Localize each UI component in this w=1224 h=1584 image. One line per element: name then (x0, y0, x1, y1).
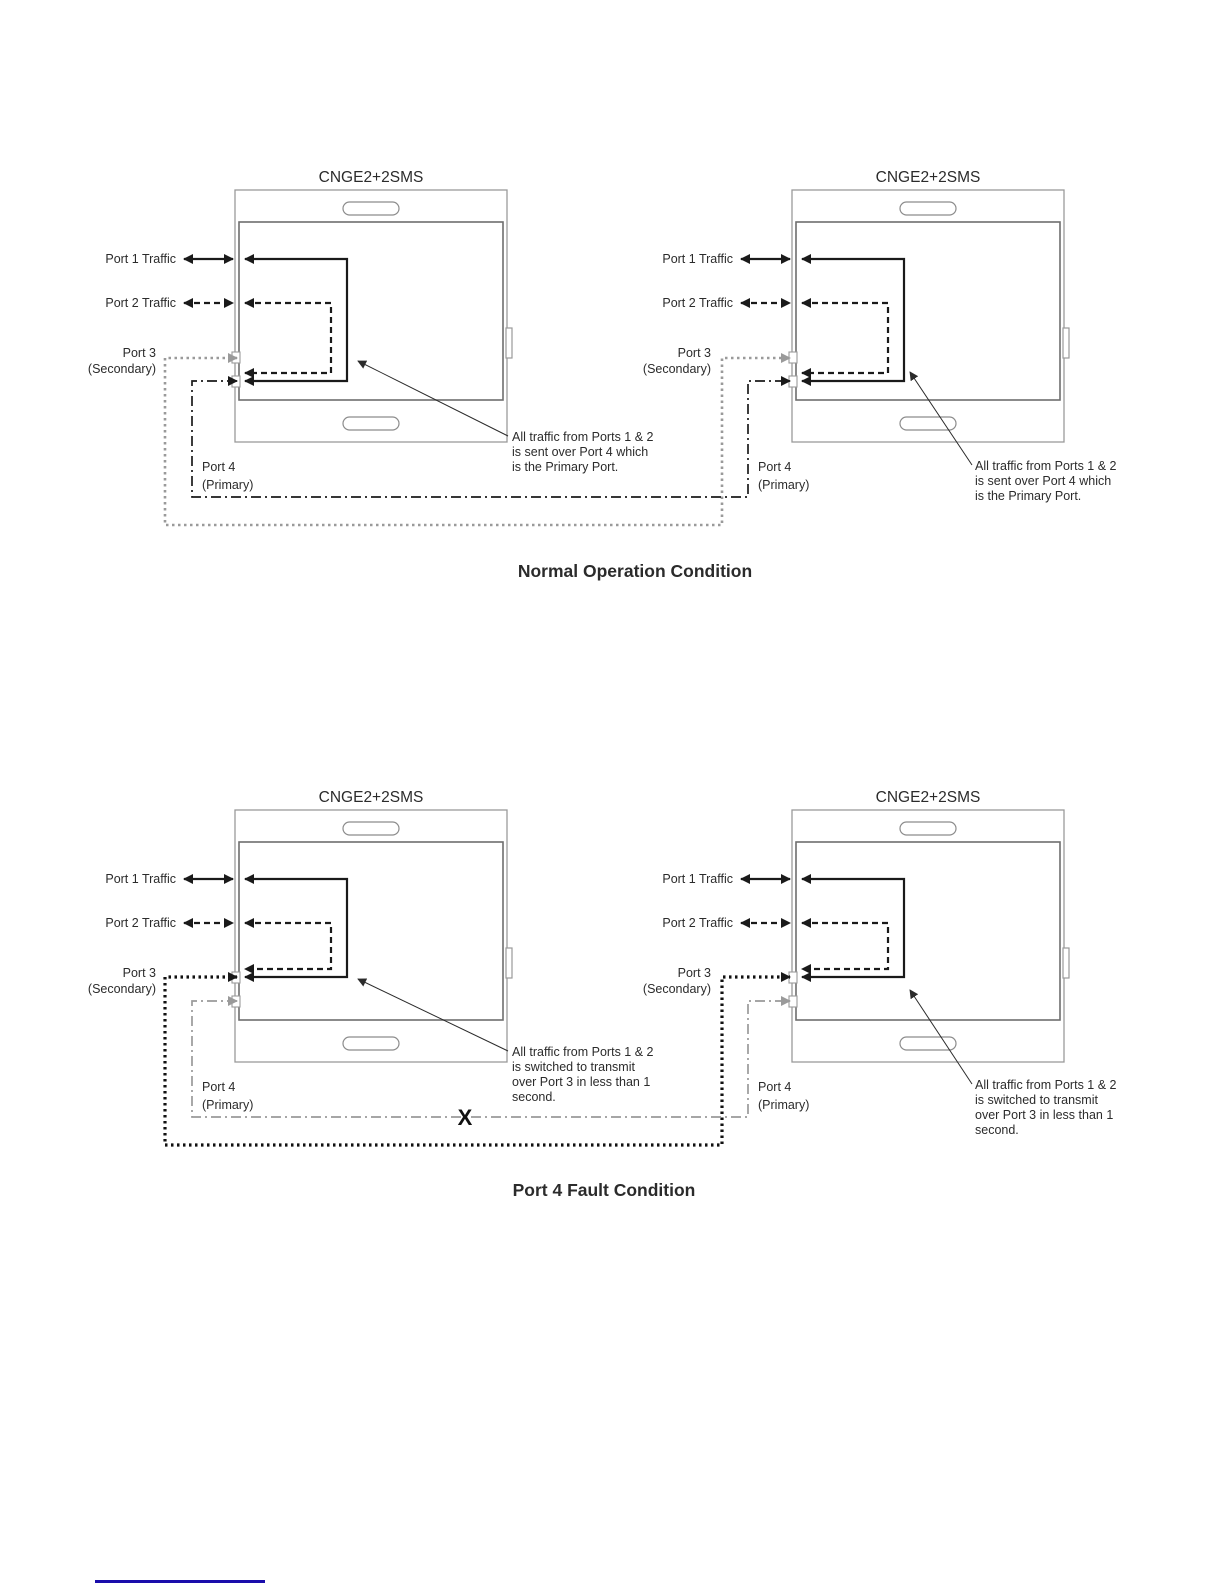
port3-sublabel: (Secondary) (642, 362, 711, 376)
port3-connector (789, 352, 797, 363)
port3-sublabel: (Secondary) (87, 362, 156, 376)
side-tab (1063, 948, 1069, 978)
annotation-line: is the Primary Port. (975, 489, 1082, 503)
device-title: CNGE2+2SMS (318, 789, 424, 806)
annotation-line: All traffic from Ports 1 & 2 (975, 1078, 1117, 1092)
port4-sublabel: (Primary) (202, 1098, 254, 1112)
switch-fault-left (232, 789, 512, 1062)
port2-label: Port 2 Traffic (105, 916, 176, 930)
port3-label: Port 3 (677, 346, 711, 360)
port4-sublabel: (Primary) (758, 478, 810, 492)
port2-label: Port 2 Traffic (662, 296, 733, 310)
fault-x-marker: X (457, 1105, 473, 1130)
annotation-line: is sent over Port 4 which (975, 474, 1112, 488)
mounting-slot-top (900, 202, 956, 215)
port1-label: Port 1 Traffic (662, 872, 733, 886)
annotation-line: All traffic from Ports 1 & 2 (975, 459, 1117, 473)
mounting-slot-top (900, 822, 956, 835)
port1-label: Port 1 Traffic (662, 252, 733, 266)
mounting-slot-top (343, 822, 399, 835)
port3-sublabel: (Secondary) (642, 982, 711, 996)
port4-connector (789, 996, 797, 1007)
port3-label: Port 3 (122, 346, 156, 360)
port3-label: Port 3 (677, 966, 711, 980)
mounting-slot-bottom (343, 417, 399, 430)
port2-label: Port 2 Traffic (105, 296, 176, 310)
device-title: CNGE2+2SMS (318, 169, 424, 186)
annotation-line: over Port 3 in less than 1 (975, 1108, 1114, 1122)
switch-fault-right (789, 789, 1069, 1062)
annotation-line: All traffic from Ports 1 & 2 (512, 1045, 654, 1059)
port3-connector (789, 972, 797, 983)
port4-sublabel: (Primary) (758, 1098, 810, 1112)
port4-label: Port 4 (202, 1080, 236, 1094)
footer-link-rule (95, 1580, 265, 1583)
port2-label: Port 2 Traffic (662, 916, 733, 930)
annotation-line: is switched to transmit (975, 1093, 1098, 1107)
annotation-line: second. (512, 1090, 556, 1104)
port4-label: Port 4 (758, 1080, 792, 1094)
side-tab (506, 328, 512, 358)
switch-outer-case (235, 810, 507, 1062)
port4-sublabel: (Primary) (202, 478, 254, 492)
device-title: CNGE2+2SMS (875, 789, 981, 806)
side-tab (1063, 328, 1069, 358)
fault-section-title: Port 4 Fault Condition (512, 1180, 696, 1200)
side-tab (506, 948, 512, 978)
annotation-line: is sent over Port 4 which (512, 445, 649, 459)
annotation-line: All traffic from Ports 1 & 2 (512, 430, 654, 444)
switch-outer-case (235, 190, 507, 442)
annotation-line: over Port 3 in less than 1 (512, 1075, 651, 1089)
switch-normal-left (232, 169, 512, 442)
port4-label: Port 4 (202, 460, 236, 474)
annotation-line: second. (975, 1123, 1019, 1137)
port4-connector (789, 376, 797, 387)
device-title: CNGE2+2SMS (875, 169, 981, 186)
switch-outer-case (792, 190, 1064, 442)
switch-outer-case (792, 810, 1064, 1062)
annotation-line: is switched to transmit (512, 1060, 635, 1074)
mounting-slot-bottom (900, 1037, 956, 1050)
port3-label: Port 3 (122, 966, 156, 980)
mounting-slot-bottom (343, 1037, 399, 1050)
port3-sublabel: (Secondary) (87, 982, 156, 996)
port1-label: Port 1 Traffic (105, 872, 176, 886)
port4-label: Port 4 (758, 460, 792, 474)
mounting-slot-top (343, 202, 399, 215)
port1-label: Port 1 Traffic (105, 252, 176, 266)
annotation-line: is the Primary Port. (512, 460, 619, 474)
normal-section-title: Normal Operation Condition (517, 561, 753, 581)
